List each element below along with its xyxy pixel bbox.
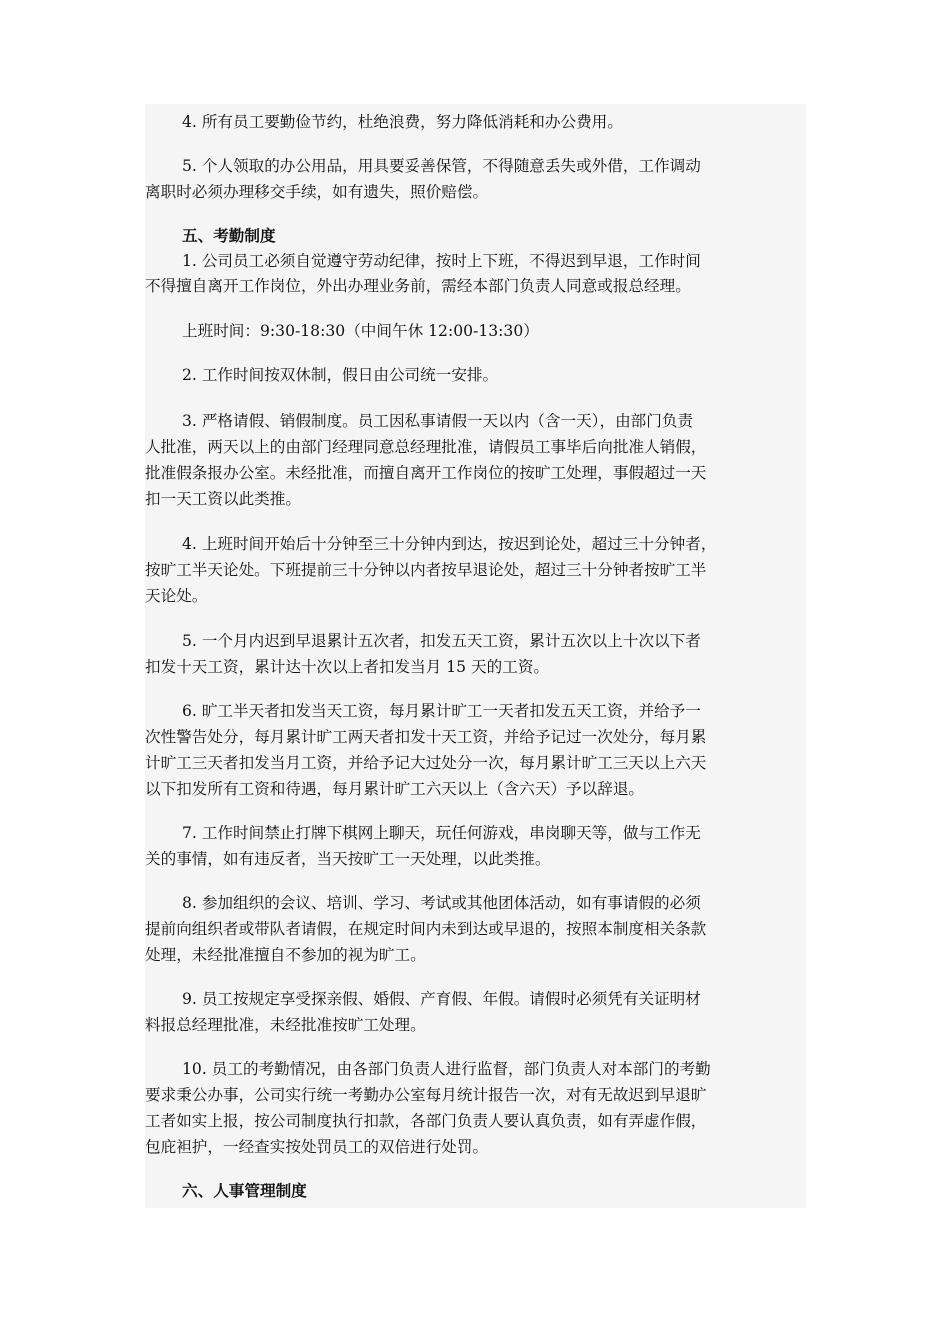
paragraph-line: 5. 个人领取的办公用品，用具要妥善保管，不得随意丢失或外借，工作调动: [182, 157, 701, 175]
paragraph-line: 2. 工作时间按双休制，假日由公司统一安排。: [182, 366, 499, 384]
paragraph-line: 4. 所有员工要勤俭节约，杜绝浪费，努力降低消耗和办公费用。: [182, 113, 623, 131]
paragraph-line: 处理，未经批准擅自不参加的视为旷工。: [145, 946, 426, 964]
paragraph-line: 6. 旷工半天者扣发当天工资，每月累计旷工一天者扣发五天工资，并给予一: [182, 702, 701, 720]
paragraph-line: 批准假条报办公室。未经批准，而擅自离开工作岗位的按旷工处理，事假超过一天: [145, 464, 707, 482]
paragraph-line: 包庇袒护，一经查实按处罚员工的双倍进行处罚。: [145, 1138, 489, 1156]
paragraph-line: 5. 一个月内迟到早退累计五次者，扣发五天工资，累计五次以上十次以下者: [182, 632, 701, 650]
section-heading: 六、人事管理制度: [182, 1182, 307, 1200]
paragraph-line: 天论处。: [145, 587, 208, 605]
paragraph-line: 3. 严格请假、销假制度。员工因私事请假一天以内（含一天），由部门负责: [182, 412, 694, 430]
paragraph-line: 要求秉公办事，公司实行统一考勤办公室每月统计报告一次，对有无故迟到早退旷: [145, 1086, 707, 1104]
paragraph-line: 工者如实上报，按公司制度执行扣款，各部门负责人要认真负责，如有弄虚作假，: [145, 1112, 707, 1130]
paragraph-line: 7. 工作时间禁止打牌下棋网上聊天，玩任何游戏，串岗聊天等，做与工作无: [182, 824, 701, 842]
paragraph-line: 提前向组织者或带队者请假，在规定时间内未到达或早退的，按照本制度相关条款: [145, 920, 707, 938]
paragraph-line: 4. 上班时间开始后十分钟至三十分钟内到达，按迟到论处，超过三十分钟者，: [182, 535, 717, 553]
paragraph-line: 9. 员工按规定享受探亲假、婚假、产育假、年假。请假时必须凭有关证明材: [182, 990, 701, 1008]
section-heading: 五、考勤制度: [182, 227, 276, 245]
paragraph-line: 离职时必须办理移交手续，如有遗失，照价赔偿。: [145, 183, 489, 201]
paragraph-line: 扣发十天工资，累计达十次以上者扣发当月 15 天的工资。: [145, 658, 550, 676]
paragraph-line: 计旷工三天者扣发当月工资，并给予记大过处分一次，每月累计旷工三天以上六天: [145, 754, 707, 772]
paragraph-line: 扣一天工资以此类推。: [145, 490, 301, 508]
paragraph-line: 8. 参加组织的会议、培训、学习、考试或其他团体活动，如有事请假的必须: [182, 894, 701, 912]
paragraph-line: 1. 公司员工必须自觉遵守劳动纪律，按时上下班，不得迟到早退，工作时间: [182, 252, 701, 270]
paragraph-line: 关的事情，如有违反者，当天按旷工一天处理，以此类推。: [145, 850, 551, 868]
paragraph-line: 以下扣发所有工资和待遇，每月累计旷工六天以上（含六天）予以辞退。: [145, 780, 645, 798]
paragraph-line: 按旷工半天论处。下班提前三十分钟以内者按早退论处，超过三十分钟者按旷工半: [145, 561, 707, 579]
paragraph-line: 人批准，两天以上的由部门经理同意总经理批准，请假员工事毕后向批准人销假，: [145, 438, 707, 456]
paragraph-line: 次性警告处分，每月累计旷工两天者扣发十天工资，并给予记过一次处分，每月累: [145, 728, 707, 746]
paragraph-line: 不得擅自离开工作岗位，外出办理业务前，需经本部门负责人同意或报总经理。: [145, 277, 691, 295]
paragraph-line: 上班时间：9:30-18:30（中间午休 12:00-13:30）: [182, 322, 539, 340]
paragraph-line: 10. 员工的考勤情况，由各部门负责人进行监督，部门负责人对本部门的考勤: [182, 1060, 711, 1078]
paragraph-line: 料报总经理批准，未经批准按旷工处理。: [145, 1016, 426, 1034]
